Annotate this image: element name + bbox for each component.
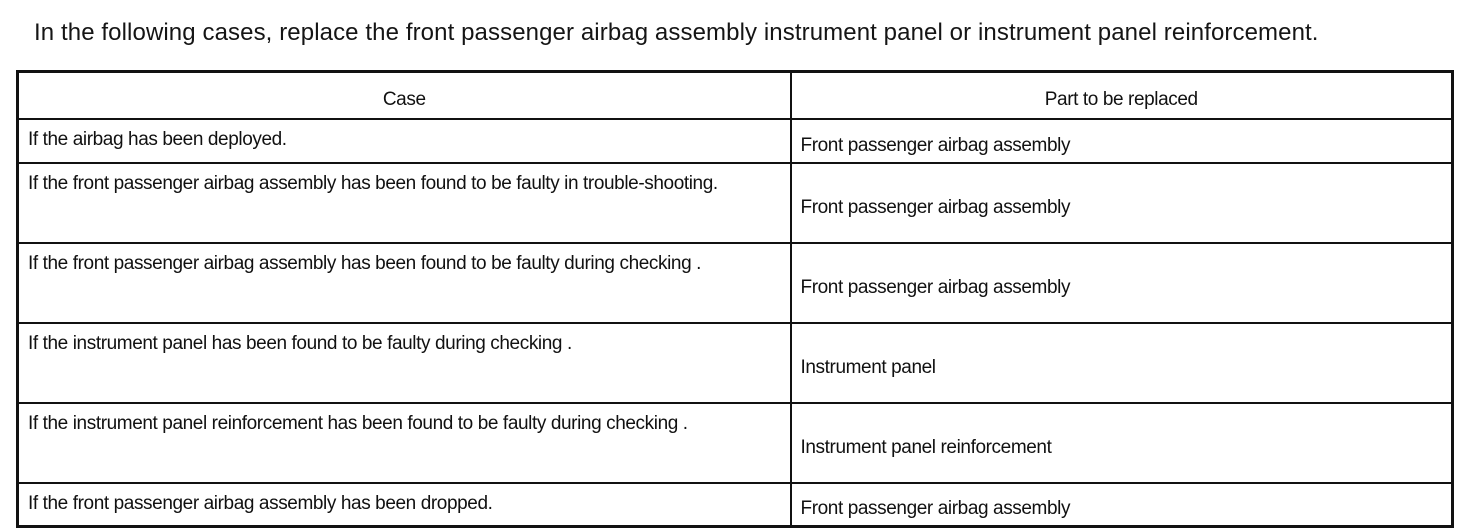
part-cell: Instrument panel reinforcement [791,403,1453,483]
part-cell: Front passenger airbag assembly [791,483,1453,527]
table-row [18,163,1453,243]
case-cell: If the front passenger airbag assembly has been found to be faulty in trouble-shooting. [18,163,791,243]
case-cell: If the airbag has been deployed. [18,119,791,163]
case-cell: If the instrument panel has been found to be faulty during checking . [18,323,791,403]
column-header-case: Case [18,72,791,120]
table-row [18,119,1453,163]
table-row [18,483,1453,527]
column-header-part: Part to be replaced [791,72,1453,120]
table-row [18,403,1453,483]
case-cell: If the front passenger airbag assembly has been dropped. [18,483,791,527]
replacement-table [16,70,1454,528]
case-cell: If the front passenger airbag assembly has been found to be faulty during checking . [18,243,791,323]
table-row [18,323,1453,403]
table-row [18,243,1453,323]
case-cell: If the instrument panel reinforcement has been found to be faulty during checking . [18,403,791,483]
part-cell: Front passenger airbag assembly [791,163,1453,243]
part-cell: Instrument panel [791,323,1453,403]
intro-text: In the following cases, replace the front passenger airbag assembly instrument panel or instrument panel reinforcement. [34,19,1319,46]
part-cell: Front passenger airbag assembly [791,243,1453,323]
part-cell: Front passenger airbag assembly [791,119,1453,163]
table-header-row [18,72,1453,120]
